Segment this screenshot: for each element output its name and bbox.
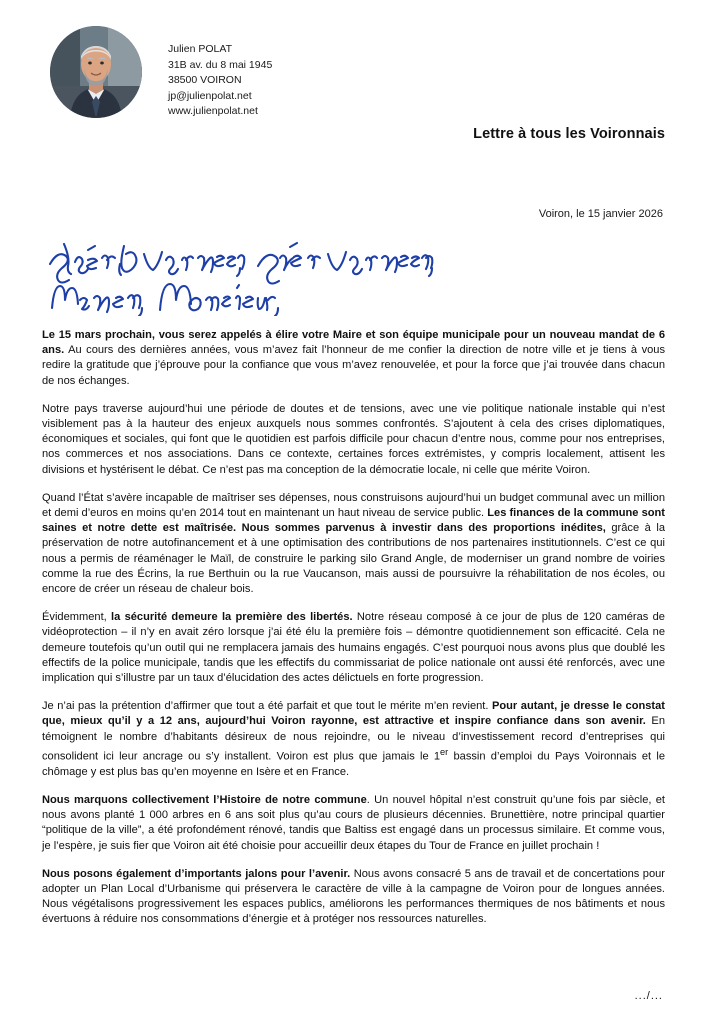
- page-continuation-marker: .../...: [634, 990, 663, 1002]
- emphasis-run: Le 15 mars prochain, vous serez appelés à élire votre Maire et son équipe municipale pour un nouveau mandat de 6 ans.: [42, 329, 665, 357]
- emphasis-run: Nous posons également d’importants jalons pour l’avenir.: [42, 867, 351, 880]
- text-run: er: [440, 746, 449, 757]
- text-run: Nous avons consacré 5 ans de travail et de concertations pour adopter un Plan Local d’Urbanisme qui préservera le caractère de ville à la campagne de Voiron pour de longues années. Nous végétalisons progressivement les espaces publics, améliorons les performances thermiques de nos bâtiments et nous évertuons à réduire nos consommations d’énergie et à protéger nos ressources naturelles.: [42, 867, 666, 926]
- paragraph-1: [42, 328, 665, 389]
- sender-address-line2: 38500 VOIRON: [168, 74, 242, 86]
- text-run: En témoignent le nombre d’habitants désireux de nous rejoindre, ou le niveau d’investissement record d’entreprises qui consolident ici leur ancrage ou s’y installent. Voiron est plus que jamais le 1: [42, 715, 665, 763]
- letter-body: [42, 328, 665, 941]
- paragraph-5: [42, 699, 665, 780]
- emphasis-run: Pour autant, je dresse le constat que, mieux qu’il y a 12 ans, aujourd’hui Voiron rayonne, est attractive et inspire confiance dans son avenir.: [42, 700, 665, 728]
- dateline: Voiron, le 15 janvier 2026: [538, 208, 663, 220]
- text-run: Notre réseau composé à ce jour de plus de 120 caméras de vidéoprotection – il n’y en avait zéro lorsque j’ai été élu la première fois – démontre quotidiennement son efficacité. Cela ne demeure toutefois qu’un outil qui ne remplacera jamais des humains engagés. C’est pourquoi nous avons plus que doublé les effectifs de la police municipale, tandis que les effectifs du commissariat de police nationale ont aussi été renforcés, avec une implication qui s’illustre par un taux d’élucidation des actes délictuels en forte progression.: [42, 611, 665, 685]
- handwritten-salutation: [44, 238, 464, 316]
- text-run: Je n’ai pas la prétention d’affirmer que tout a été parfait et que tout le mérite m’en revient.: [42, 700, 492, 713]
- paragraph-3: [42, 491, 665, 597]
- paragraph-2: [42, 402, 665, 478]
- text-run: grâce à la préservation de notre autofinancement et à une optimisation des contributions de nos partenaires institutionnels. C’est ce qui nous a permis de réaménager le Maïl, de construire le parking silo Grand Angle, de moderniser un grand nombre de voiries comme la rue des Écrins, la rue Berthuin ou la rue Vaucanson, mais aussi de poursuivre la réhabilitation de nos écoles, ou encore de créer un réseau de chaleur bois.: [42, 522, 665, 596]
- paragraph-4: [42, 610, 665, 686]
- letter-title: Lettre à tous les Voironnais: [473, 126, 665, 142]
- text-run: Quand l’État s’avère incapable de maîtriser ses dépenses, nous construisons aujourd’hui un budget communal avec un million et demi d’euros en moins qu’en 2014 tout en maintenant un haut niveau de service public.: [42, 491, 665, 520]
- paragraph-7: [42, 867, 665, 928]
- letterhead: [42, 0, 665, 120]
- emphasis-run: Nous marquons collectivement l’Histoire de notre commune: [42, 793, 367, 806]
- sender-block: [168, 26, 272, 120]
- sender-email: jp@julienpolat.net: [168, 89, 252, 102]
- text-run: . Un nouvel hôpital n’est construit qu’une fois par siècle, et nous avons planté 1 000 arbres en 6 ans soit plus qu’au cours de plusieurs décennies. Brunettière, notre principal quartier “politique de la ville”, a été profondément rénové, tandis que Baltiss est engagé dans un processus similaire. Et comme vous, je l’espère, je suis fier que Voiron ait été choisie pour accueillir deux étapes du Tour de France en juillet prochain !: [42, 793, 665, 852]
- text-run: Évidemment,: [42, 611, 112, 624]
- emphasis-run: Les finances de la commune sont saines et notre dette est maîtrisée. Nous sommes parvenus à investir dans des proportions inédites,: [42, 507, 665, 535]
- sender-name: Julien POLAT: [168, 43, 232, 55]
- emphasis-run: la sécurité demeure la première des libertés.: [111, 611, 353, 624]
- sender-address-line1: 31B av. du 8 mai 1945: [168, 58, 273, 71]
- avatar: [50, 26, 142, 118]
- text-run: Notre pays traverse aujourd’hui une période de doutes et de tensions, avec une vie politique nationale instable qui n’est visiblement pas à la hauteur des enjeux auxquels nous sommes confrontés. S’ajoutent à cela des crises diplomatiques, économiques et sociales, qui font que le quotidien est parfois difficile pour chacun d’entre nous, comme pour nos entreprises, nos commerces et nos associations. Dans ce contexte, certaines forces extrémistes, y compris localement, attisent les divisions et hystérisent le débat. Ce n’est pas ma conception de la démocratie locale, ni celle que mérite Voiron.: [42, 402, 665, 476]
- sender-website: www.julienpolat.net: [168, 105, 258, 117]
- paragraph-6: [42, 793, 665, 854]
- text-run: bassin d’emploi du Pays Voironnais et le chômage y est plus bas qu’en moyenne en Isère et en France.: [42, 750, 666, 778]
- text-run: Au cours des dernières années, vous m’avez fait l’honneur de me confier la direction de notre ville et je tiens à vous redire la gratitude que j’éprouve pour la confiance que vous m’avez renouvelée, et pour la force que j’ai trouvée dans chacun de nos échanges.: [42, 344, 665, 387]
